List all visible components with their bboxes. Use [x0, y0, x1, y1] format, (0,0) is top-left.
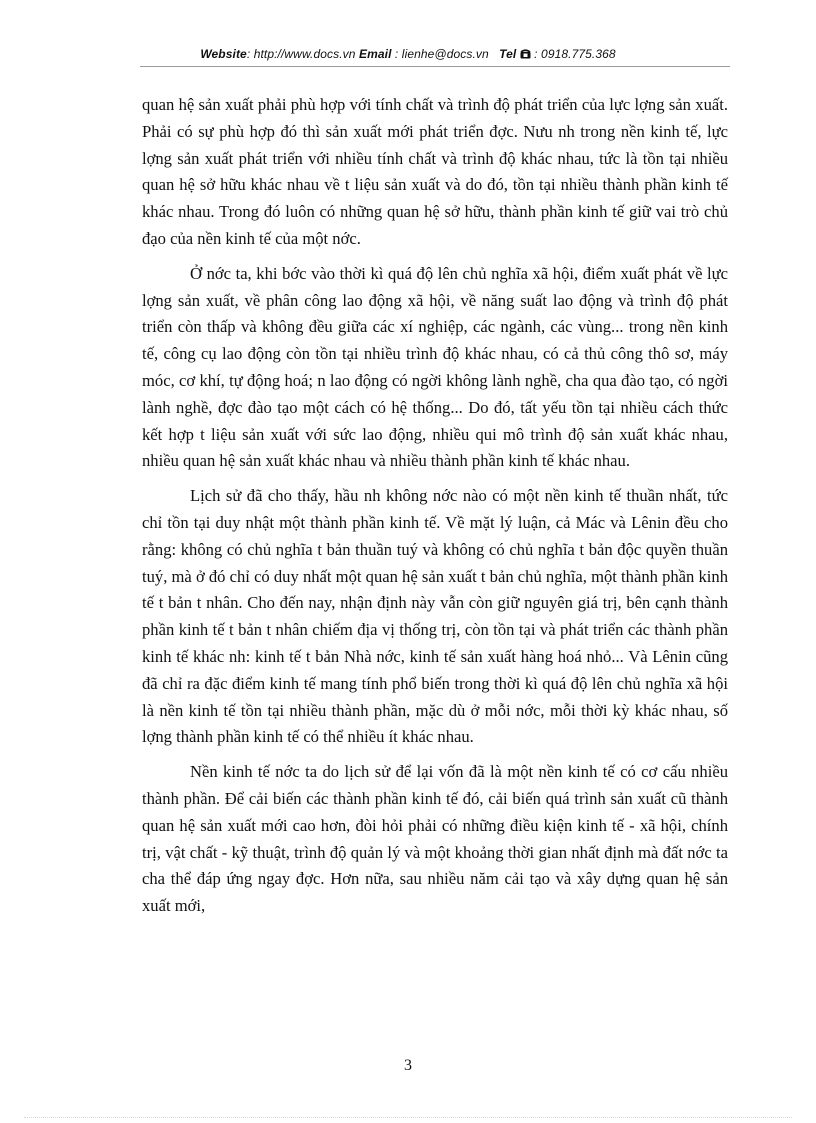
page-header	[0, 47, 816, 61]
page-number: 3	[404, 1057, 412, 1074]
document-body	[142, 92, 728, 928]
email-value: : lienhe@docs.vn	[391, 47, 489, 61]
paragraph-1: quan hệ sản xuất phải phù hợp với tính chất và trình độ phát triển của lực lợng sản xuất. Phải có sự phù hợp đó thì sản xuất mới phát triển đợc. Nưu nh trong nền kinh tế, lực lợng sản xuất phát triển với nhiều tính chất và trình độ khác nhau, tức là tồn tại nhiều quan hệ sở hữu khác nhau về t liệu sản xuất và do đó, tồn tại nhiều thành phần kinh tế khác nhau. Trong đó luôn có những quan hệ sở hữu, thành phần kinh tế giữ vai trò chủ đạo của nền kinh tế của một nớc.	[142, 95, 728, 248]
phone-icon	[520, 47, 534, 61]
paragraph-4: Nền kinh tế nớc ta do lịch sử để lại vốn đã là một nền kinh tế có cơ cấu nhiều thành phần. Để cải biến các thành phần kinh tế đó, cải biến quá trình sản xuất cũ thành quan hệ sản xuất mới cao hơn, đòi hỏi phải có những điều kiện kinh tế - xã hội, chính trị, vật chất - kỹ thuật, trình độ quản lý và một khoảng thời gian nhất định mà đất nớc ta cha thể đáp ứng ngay đợc. Hơn nữa, sau nhiều năm cải tạo và xây dựng quan hệ sản xuất mới,	[142, 762, 728, 916]
paragraph-2: Ở nớc ta, khi bớc vào thời kì quá độ lên chủ nghĩa xã hội, điểm xuất phát về lực lợng sản xuất, về phân công lao động xã hội, về năng suất lao động và trình độ phát triển còn thấp và không đều giữa các xí nghiệp, các ngành, các vùng... trong nền kinh tế, công cụ lao động còn tồn tại nhiều trình độ khác nhau, có cả thủ công thô sơ, máy móc, cơ khí, tự động hoá; n lao động có ngời không lành nghề, cha qua đào tạo, có ngời lành nghề, đợc đào tạo một cách có hệ thống... Do đó, tất yếu tồn tại nhiều cách thức kết hợp t liệu sản xuất với sức lao động, nhiều qui mô trình độ sản xuất khác nhau, nhiều quan hệ sản xuất khác nhau và nhiều thành phần kinh tế khác nhau.	[142, 263, 728, 471]
paragraph-3: Lịch sử đã cho thấy, hầu nh không nớc nào có một nền kinh tế thuần nhất, tức chỉ tồn tại duy nhật một thành phần kinh tế. Về mặt lý luận, cả Mác và Lênin đều cho rằng: không có chủ nghĩa t bản thuần tuý và không có chủ nghĩa t bản độc quyền thuần tuý, mà ở đó chỉ có duy nhất một quan hệ sản xuất t bản chủ nghĩa, một thành phần kinh tế t bản t nhân. Cho đến nay, nhận định này vẫn còn giữ nguyên giá trị, bên cạnh thành phần kinh tế t bản t nhân chiếm địa vị thống trị, còn tồn tại và phát triển các thành phần kinh tế khác nh: kinh tế t bản Nhà nớc, kinh tế sản xuất hàng hoá nhỏ... Và Lênin cũng đã chỉ ra đặc điểm kinh tế mang tính phổ biến trong thời kì quá độ lên chủ nghĩa xã hội là nền kinh tế tồn tại nhiều thành phần, mặc dù ở mỗi nớc, mỗi thời kỳ khác nhau, số lợng thành phần kinh tế có thể nhiều ít khác nhau.	[142, 486, 728, 747]
footer-divider	[24, 1117, 792, 1118]
email-label: Email	[358, 47, 392, 61]
header-divider	[140, 66, 730, 67]
website-value: : http://www.docs.vn	[246, 47, 356, 61]
tel-value: : 0918.775.368	[534, 47, 616, 61]
website-label: Website	[200, 47, 247, 61]
tel-label: Tel	[499, 47, 517, 61]
